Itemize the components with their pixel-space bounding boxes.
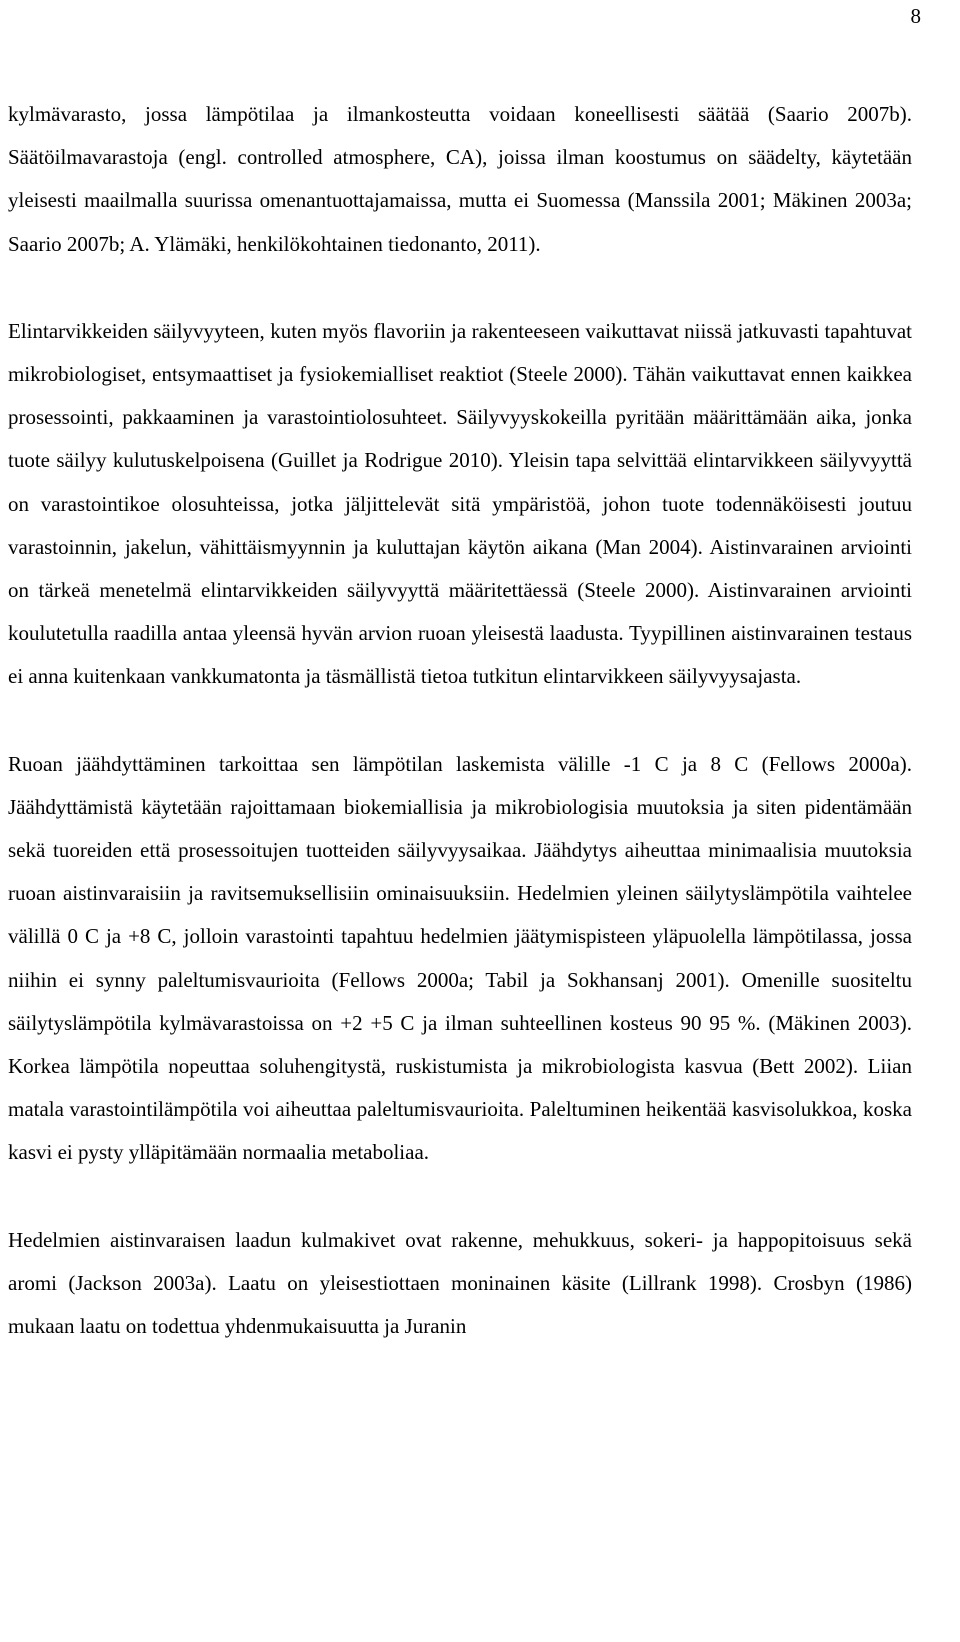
paragraph-4: Hedelmien aistinvaraisen laadun kulmakivet ovat rakenne, mehukkuus, sokeri- ja happopitoisuus sekä aromi (Jackson 2003a). Laatu on yleisestiottaen moninainen käsite (Lillrank 1998). Crosbyn (1986) mukaan laatu on todettua yhdenmukaisuutta ja Juranin (8, 1227, 912, 1339)
paragraph-3: Ruoan jäähdyttäminen tarkoittaa sen lämpötilan laskemista välille -1 C ja 8 C (Fellows 2000a). Jäähdyttämistä käytetään rajoittamaan biokemiallisia ja mikrobiologisia muutoksia ja siten pidentämään sekä tuoreiden että prosessoitujen tuotteiden säilyvyysaikaa. Jäähdytys aiheuttaa minimaalisia muutoksia ruoan aistinvaraisiin ja ravitsemuksellisiin ominaisuuksiin. Hedelmien yleinen säilytyslämpötila vaihtelee välillä 0 C ja +8 C, jolloin varastointi tapahtuu hedelmien jäätymispisteen yläpuolella lämpötilassa, jossa niihin ei synny paleltumisvaurioita (Fellows 2000a; Tabil ja Sokhansanj 2001). Omenille suositeltu säilytyslämpötila kylmävarastoissa on +2 +5 C ja ilman suhteellinen kosteus 90 95 %. (Mäkinen 2003). Korkea lämpötila nopeuttaa soluhengitystä, ruskistumista ja mikrobiologista kasvua (Bett 2002). Liian matala varastointilämpötila voi aiheuttaa paleltumisvaurioita. Paleltuminen heikentää kasvisolukkoa, koska kasvi ei pysty ylläpitämään normaalia metaboliaa. (8, 751, 912, 1165)
paragraph-1: kylmävarasto, jossa lämpötilaa ja ilmankosteutta voidaan koneellisesti säätää (Saario 2007b). Säätöilmavarastoja (engl. controlled atmosphere, CA), joissa ilman koostumus on säädelty, käytetään yleisesti maailmalla suurissa omenantuottajamaissa, mutta ei Suomessa (Manssila 2001; Mäkinen 2003a; Saario 2007b; A. Ylämäki, henkilökohtainen tiedonanto, 2011). (8, 102, 912, 256)
page-number: 8 (910, 4, 921, 28)
document-body (8, 93, 912, 1348)
paragraph-2: Elintarvikkeiden säilyvyyteen, kuten myös flavoriin ja rakenteeseen vaikuttavat niissä jatkuvasti tapahtuvat mikrobiologiset, entsymaattiset ja fysiokemialliset reaktiot (Steele 2000). Tähän vaikuttavat ennen kaikkea prosessointi, pakkaaminen ja varastointiolosuhteet. Säilyvyyskokeilla pyritään määrittämään aika, jonka tuote säilyy kulutuskelpoisena (Guillet ja Rodrigue 2010). Yleisin tapa selvittää elintarvikkeen säilyvyyttä on varastointikoe olosuhteissa, jotka jäljittelevät sitä ympäristöä, johon tuote todennäköisesti joutuu varastoinnin, jakelun, vähittäismyynnin ja kuluttajan käytön aikana (Man 2004). Aistinvarainen arviointi on tärkeä menetelmä elintarvikkeiden säilyvyyttä määritettäessä (Steele 2000). Aistinvarainen arviointi koulutetulla raadilla antaa yleensä hyvän arvion ruoan yleisestä laadusta. Tyypillinen aistinvarainen testaus ei anna kuitenkaan vankkumatonta ja täsmällistä tietoa tutkitun elintarvikkeen säilyvyysajasta. (8, 318, 912, 689)
